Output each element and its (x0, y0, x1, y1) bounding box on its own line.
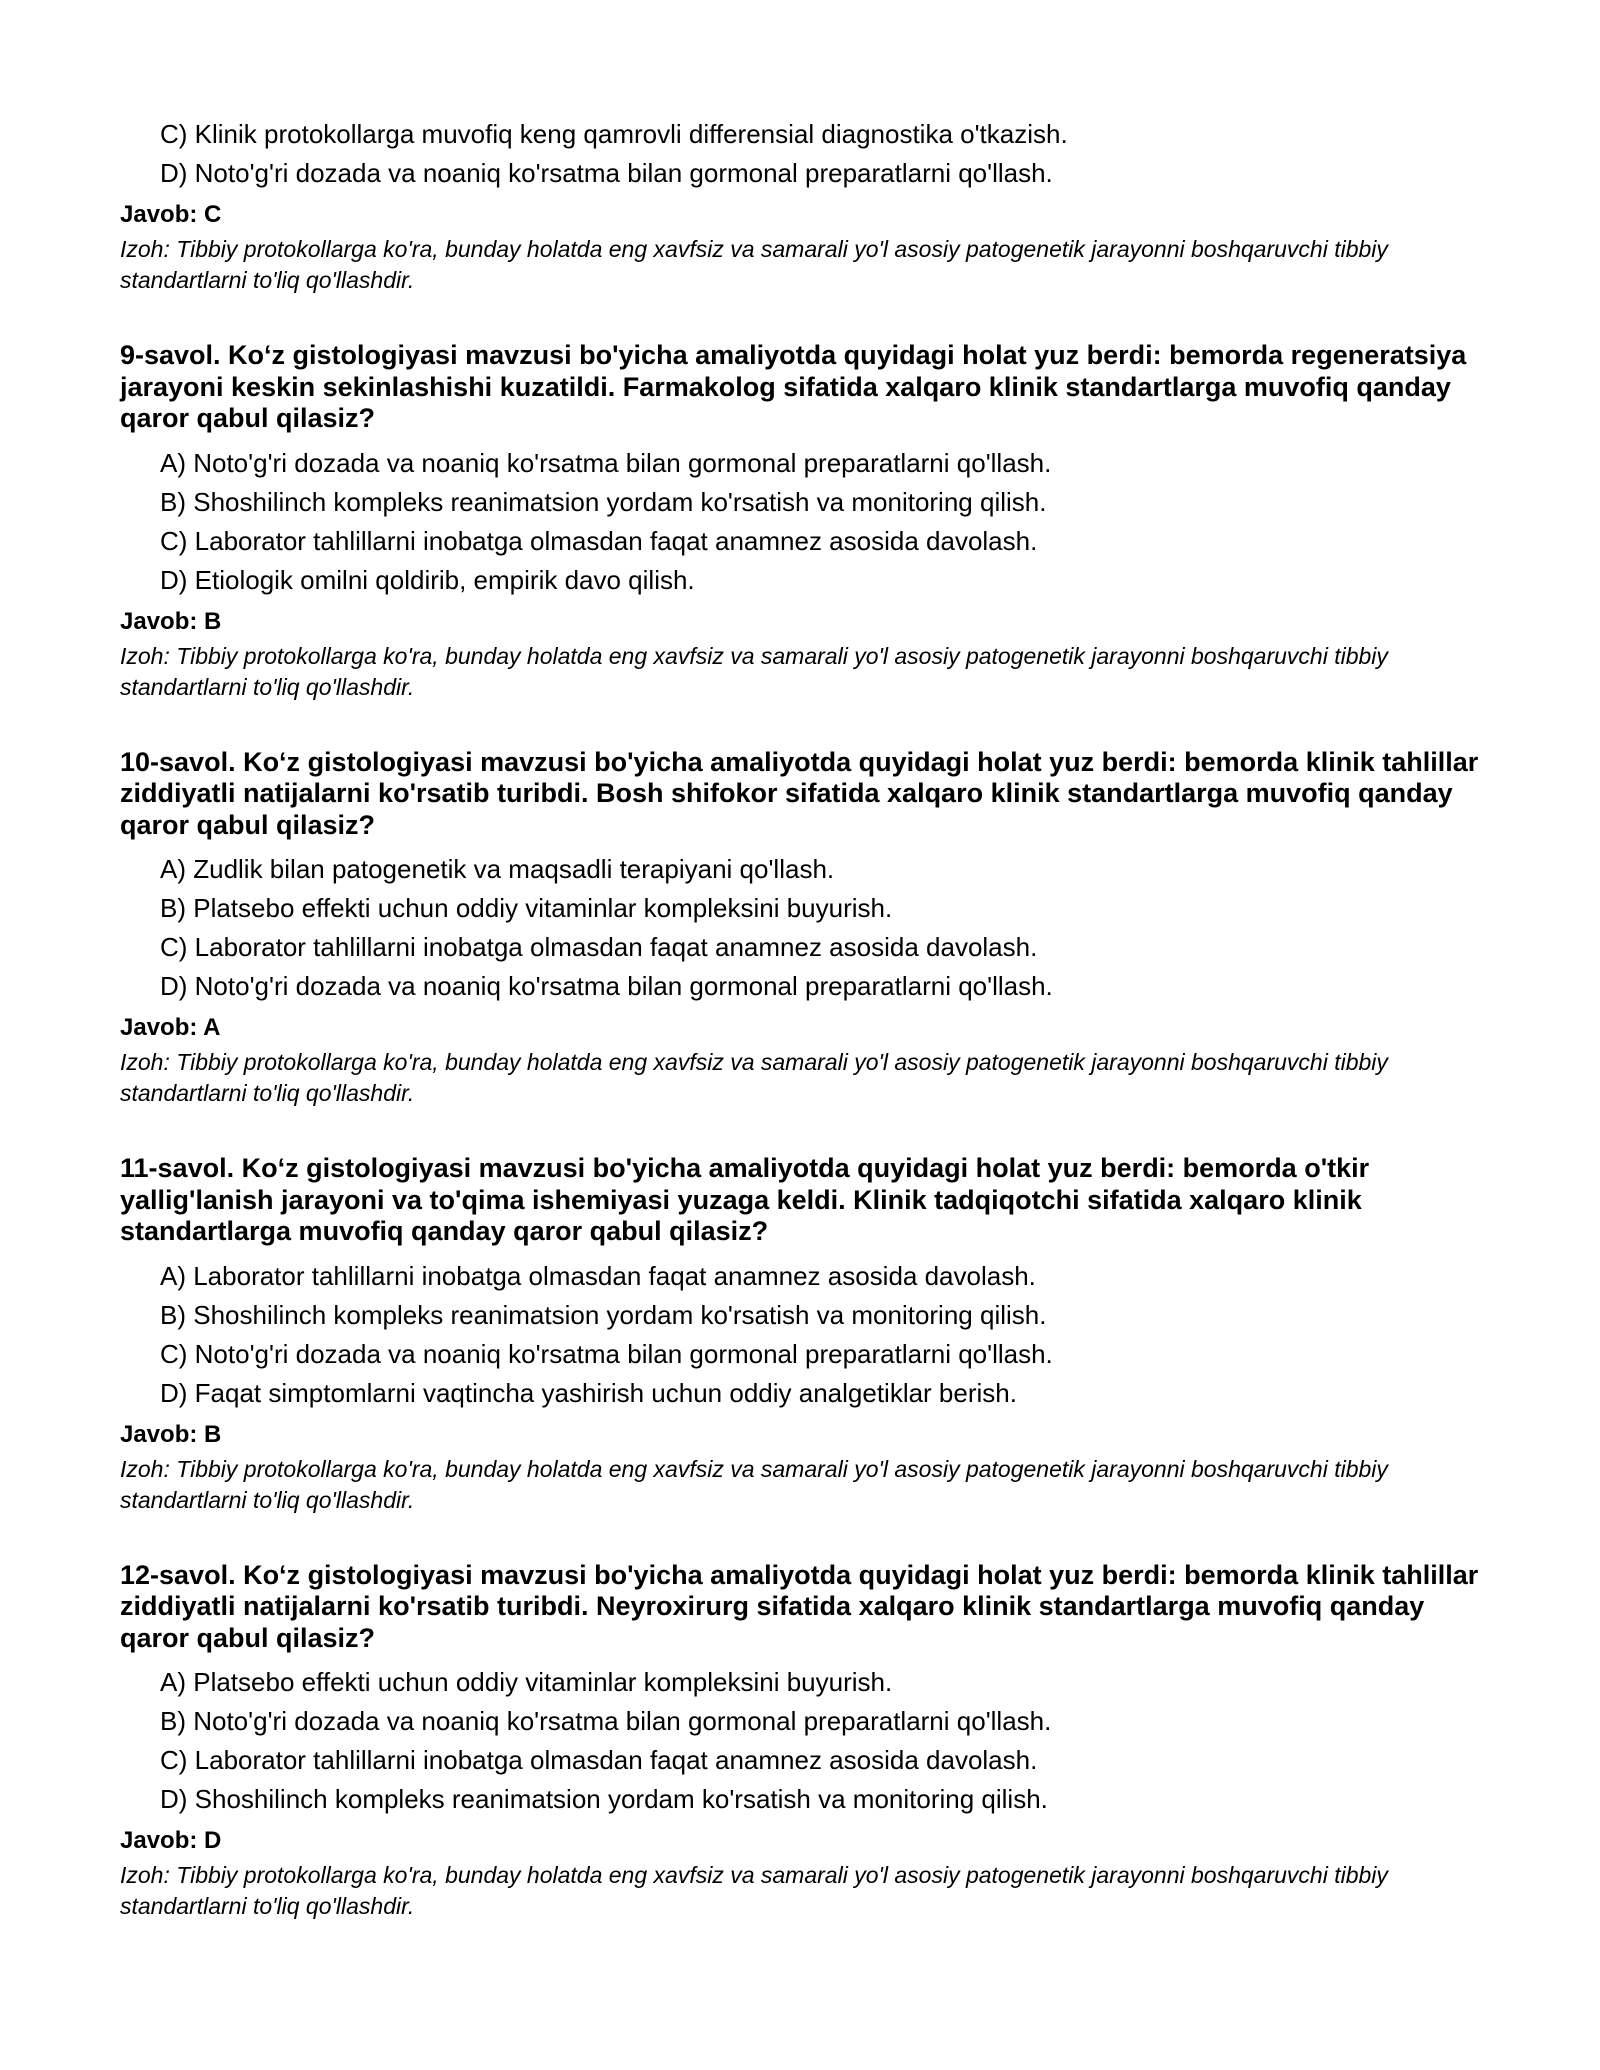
answer-option: C) Laborator tahlillarni inobatga olmasdan faqat anamnez asosida davolash. (160, 932, 1038, 962)
answer-option: A) Noto'g'ri dozada va noaniq ko'rsatma bilan gormonal preparatlarni qo'llash. (160, 447, 1052, 478)
answer-option: A) Platsebo effekti uchun oddiy vitaminlar kompleksini buyurish. (160, 1667, 893, 1697)
answer-option: C) Laborator tahlillarni inobatga olmasdan faqat anamnez asosida davolash. (160, 525, 1038, 556)
correct-answer: Javob: B (120, 1420, 222, 1448)
answer-option: A) Zudlik bilan patogenetik va maqsadli terapiyani qo'llash. (160, 854, 835, 884)
question-12 (120, 1560, 1480, 1923)
question-11 (120, 1153, 1480, 1516)
answer-option: A) Laborator tahlillarni inobatga olmasdan faqat anamnez asosida davolash. (160, 1260, 1036, 1291)
question-9 (120, 340, 1480, 703)
question-title: 12-savol. Ko‘z gistologiyasi mavzusi bo'yicha amaliyotda quyidagi holat yuz berdi: bemorda klinik tahlillar ziddiyatli natijalarni ko'rsatib turibdi. Neyroxirurg sifatida xalqaro klinik standartlarga muvofiq qanday qaror qabul qilasiz? (120, 1559, 1479, 1653)
explanation-note: Izoh: Tibbiy protokollarga ko'ra, bunday holatda eng xavfsiz va samarali yo'l asosiy patogenetik jarayonni boshqaruvchi tibbiy standartlarni to'liq qo'llashdir. (120, 1455, 1388, 1513)
answer-option: B) Shoshilinch kompleks reanimatsion yordam ko'rsatish va monitoring qilish. (160, 1299, 1047, 1330)
explanation-note: Izoh: Tibbiy protokollarga ko'ra, bunday holatda eng xavfsiz va samarali yo'l asosiy patogenetik jarayonni boshqaruvchi tibbiy standartlarni to'liq qo'llashdir. (120, 642, 1388, 700)
answer-option: D) Noto'g'ri dozada va noaniq ko'rsatma bilan gormonal preparatlarni qo'llash. (160, 158, 1053, 188)
question-title: 9-savol. Ko‘z gistologiyasi mavzusi bo'yicha amaliyotda quyidagi holat yuz berdi: bemorda regeneratsiya jarayoni keskin sekinlashishi kuzatildi. Farmakolog sifatida xalqaro klinik standartlarga muvofiq qanday qaror qabul qilasiz? (120, 340, 1467, 433)
correct-answer: Javob: B (120, 607, 222, 635)
question-10 (120, 747, 1480, 1110)
answer-option: C) Noto'g'ri dozada va noaniq ko'rsatma bilan gormonal preparatlarni qo'llash. (160, 1338, 1053, 1369)
explanation-note: Izoh: Tibbiy protokollarga ko'ra, bunday holatda eng xavfsiz va samarali yo'l asosiy patogenetik jarayonni boshqaruvchi tibbiy standartlarni to'liq qo'llashdir. (120, 236, 1388, 293)
explanation-note: Izoh: Tibbiy protokollarga ko'ra, bunday holatda eng xavfsiz va samarali yo'l asosiy patogenetik jarayonni boshqaruvchi tibbiy standartlarni to'liq qo'llashdir. (120, 1049, 1388, 1106)
correct-answer: Javob: C (120, 201, 222, 228)
answer-option: D) Shoshilinch kompleks reanimatsion yordam ko'rsatish va monitoring qilish. (160, 1784, 1048, 1814)
answer-option: C) Laborator tahlillarni inobatga olmasdan faqat anamnez asosida davolash. (160, 1745, 1038, 1775)
answer-option: D) Etiologik omilni qoldirib, empirik davo qilish. (160, 564, 695, 595)
question-title: 11-savol. Ko‘z gistologiyasi mavzusi bo'yicha amaliyotda quyidagi holat yuz berdi: bemorda o'tkir yallig'lanish jarayoni va to'qima ishemiyasi yuzaga keldi. Klinik tadqiqotchi sifatida xalqaro klinik standartlarga muvofiq qanday qaror qabul qilasiz? (120, 1153, 1370, 1246)
question-title: 10-savol. Ko‘z gistologiyasi mavzusi bo'yicha amaliyotda quyidagi holat yuz berdi: bemorda klinik tahlillar ziddiyatli natijalarni ko'rsatib turibdi. Bosh shifokor sifatida xalqaro klinik standartlarga muvofiq qanday qaror qabul qilasiz? (120, 746, 1479, 840)
question-8-continuation (120, 118, 1480, 296)
correct-answer: Javob: D (120, 1827, 222, 1854)
answer-option: B) Noto'g'ri dozada va noaniq ko'rsatma bilan gormonal preparatlarni qo'llash. (160, 1706, 1052, 1736)
document-page (120, 118, 1480, 1922)
answer-option: B) Platsebo effekti uchun oddiy vitaminlar kompleksini buyurish. (160, 893, 893, 923)
answer-option: D) Faqat simptomlarni vaqtincha yashirish uchun oddiy analgetiklar berish. (160, 1377, 1017, 1408)
answer-option: D) Noto'g'ri dozada va noaniq ko'rsatma bilan gormonal preparatlarni qo'llash. (160, 971, 1053, 1001)
answer-option: C) Klinik protokollarga muvofiq keng qamrovli differensial diagnostika o'tkazish. (160, 119, 1068, 149)
explanation-note: Izoh: Tibbiy protokollarga ko'ra, bunday holatda eng xavfsiz va samarali yo'l asosiy patogenetik jarayonni boshqaruvchi tibbiy standartlarni to'liq qo'llashdir. (120, 1862, 1388, 1919)
answer-option: B) Shoshilinch kompleks reanimatsion yordam ko'rsatish va monitoring qilish. (160, 486, 1047, 517)
correct-answer: Javob: A (120, 1014, 221, 1041)
